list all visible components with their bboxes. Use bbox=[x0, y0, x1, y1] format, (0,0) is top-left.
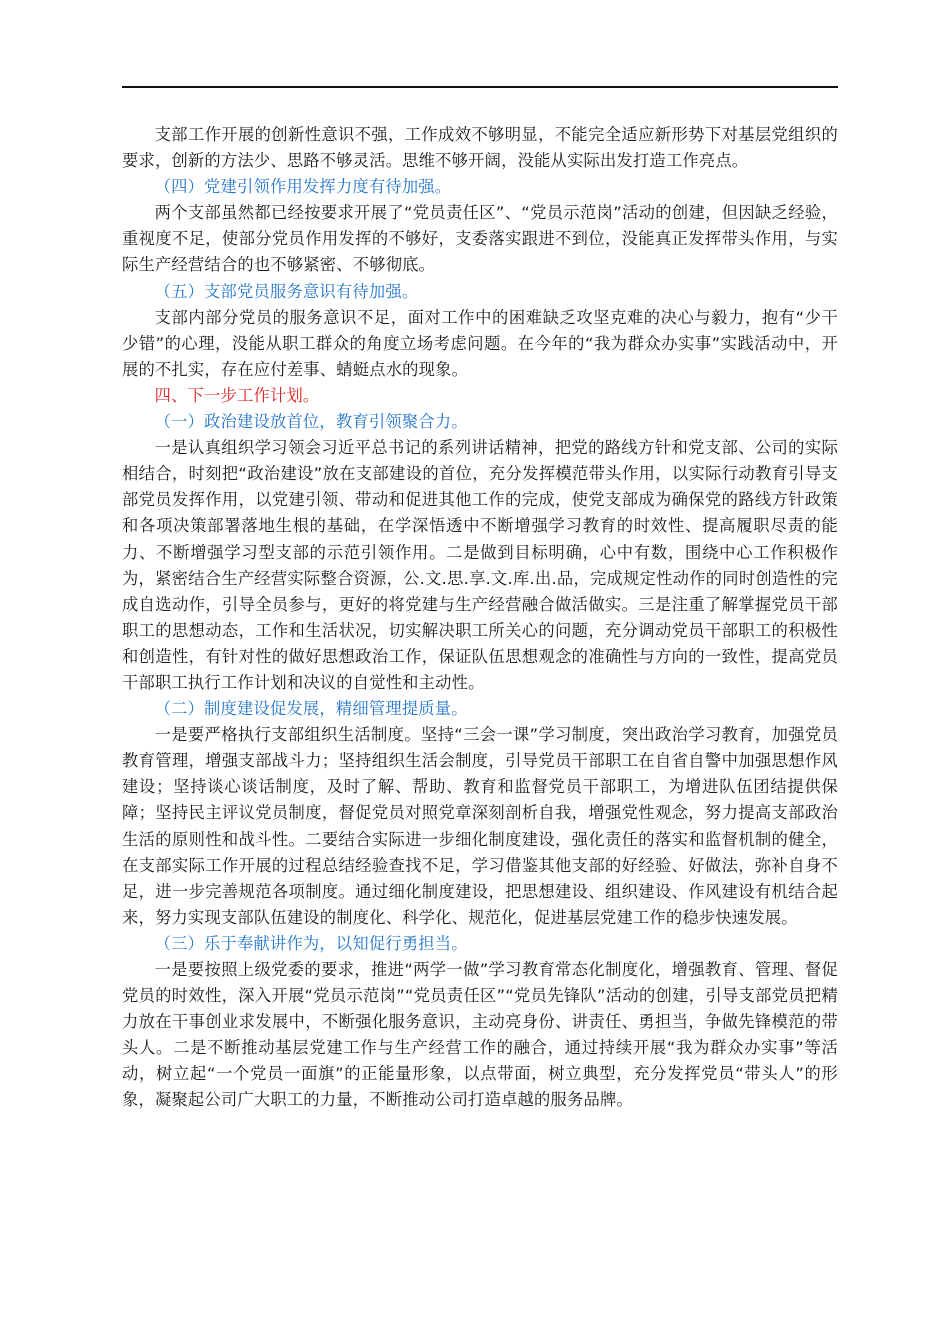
plan-heading-2: （二）制度建设促发展，精细管理提质量。 bbox=[154, 699, 468, 719]
body-paragraph: 一是要按照上级党委的要求，推进“两学一做”学习教育常态化制度化，增强教育、管理、督促党员的时效性，深入开展“党员示范岗”“党员责任区”“党员先锋队”活动的创建，引导支部党员把精力放在干事创业求发展中，不断强化服务意识，主动亮身份、讲责任、勇担当，争做先锋模范的带头人。二是不断推动基层党建工作与生产经营工作的融合，通过持续开展“我为群众办实事”等活动，树立起“一个党员一面旗”的正能量形象，以点带面，树立典型，充分发挥党员“带头人”的形象，凝聚起公司广大职工的力量，不断推动公司打造卓越的服务品牌。 bbox=[122, 960, 838, 1110]
plan-heading-1: （一）政治建设放首位，教育引领聚合力。 bbox=[154, 412, 468, 432]
document-body bbox=[122, 122, 838, 1114]
chapter-heading-next-plan: 四、下一步工作计划。 bbox=[154, 385, 320, 405]
body-paragraph: 支部内部分党员的服务意识不足，面对工作中的困难缺乏攻坚克难的决心与毅力，抱有“少干少错”的心理，没能从职工群众的角度立场考虑问题。在今年的“我为群众办实事”实践活动中，开展的不扎实，存在应付差事、蜻蜓点水的现象。 bbox=[122, 307, 838, 379]
header-rule bbox=[122, 86, 838, 88]
body-paragraph: 一是要严格执行支部组织生活制度。坚持“三会一课”学习制度，突出政治学习教育，加强党员教育管理，增强支部战斗力；坚持组织生活会制度，引导党员干部职工在自省自警中加强思想作风建设；坚持谈心谈话制度，及时了解、帮助、教育和监督党员干部职工，为增进队伍团结提供保障；坚持民主评议党员制度，督促党员对照党章深刻剖析自我，增强党性观念，努力提高支部政治生活的原则性和战斗性。二要结合实际进一步细化制度建设，强化责任的落实和监督机制的健全，在支部实际工作开展的过程总结经验查找不足，学习借鉴其他支部的好经验、好做法，弥补自身不足，进一步完善规范各项制度。通过细化制度建设，把思想建设、组织建设、作风建设有机结合起来，努力实现支部队伍建设的制度化、科学化、规范化，促进基层党建工作的稳步快速发展。 bbox=[122, 725, 838, 927]
body-paragraph: 支部工作开展的创新性意识不强，工作成效不够明显，不能完全适应新形势下对基层党组织的要求，创新的方法少、思路不够灵活。思维不够开阔，没能从实际出发打造工作亮点。 bbox=[122, 125, 838, 171]
section-heading-4: （四）党建引领作用发挥力度有待加强。 bbox=[154, 177, 452, 197]
body-paragraph: 一是认真组织学习领会习近平总书记的系列讲话精神，把党的路线方针和党支部、公司的实际相结合，时刻把“政治建设”放在支部建设的首位，充分发挥模范带头作用，以实际行动教育引导支部党员发挥作用，以党建引领、带动和促进其他工作的完成，使党支部成为确保党的路线方针政策和各项决策部署落地生根的基础，在学深悟透中不断增强学习教育的时效性、提高履职尽责的能力、不断增强学习型支部的示范引领作用。二是做到目标明确，心中有数，围绕中心工作积极作为，紧密结合生产经营实际整合资源，公.文.思.享.文.库.出.品，完成规定性动作的同时创造性的完成自选动作，引导全员参与，更好的将党建与生产经营融合做活做实。三是注重了解掌握党员干部职工的思想动态，工作和生活状况，切实解决职工所关心的问题，充分调动党员干部职工的积极性和创造性，有针对性的做好思想政治工作，保证队伍思想观念的准确性与方向的一致性，提高党员干部职工执行工作计划和决议的自觉性和主动性。 bbox=[122, 438, 838, 692]
plan-heading-3: （三）乐于奉献讲作为，以知促行勇担当。 bbox=[154, 933, 468, 953]
body-paragraph: 两个支部虽然都已经按要求开展了“党员责任区”、“党员示范岗”活动的创建，但因缺乏经验，重视度不足，使部分党员作用发挥的不够好，支委落实跟进不到位，没能真正发挥带头作用，与实际生产经营结合的也不够紧密、不够彻底。 bbox=[122, 203, 838, 275]
section-heading-5: （五）支部党员服务意识有待加强。 bbox=[154, 281, 419, 301]
